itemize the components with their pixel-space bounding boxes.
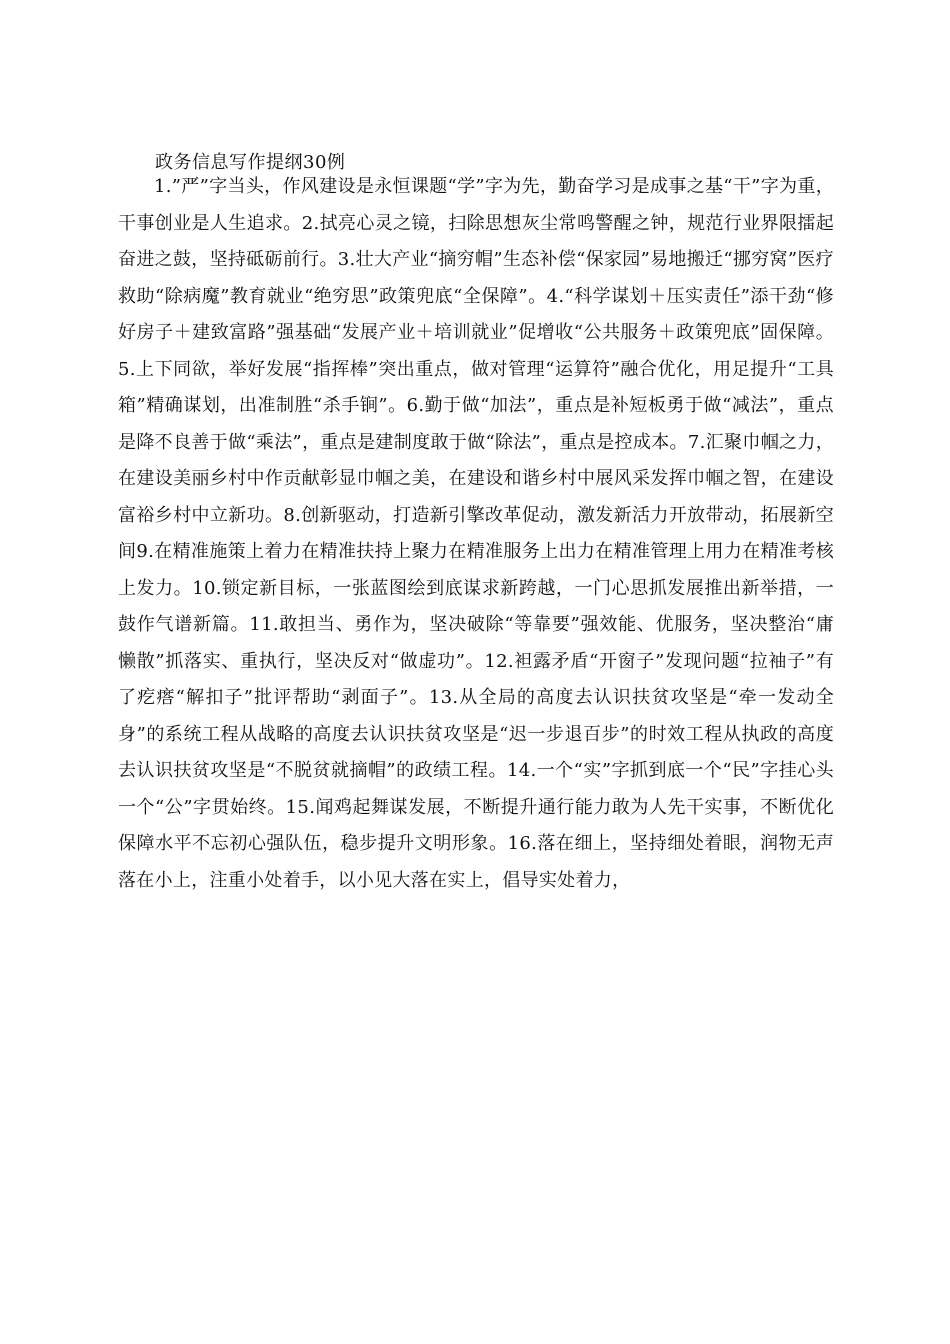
document-title: 政务信息写作提纲30例	[155, 152, 346, 173]
document-body-paragraph: 1.”严”字当头，作风建设是永恒课题“学”字为先，勤奋学习是成事之基“干”字为重，干事创业是人生追求。2.拭亮心灵之镜，扫除思想灰尘常鸣警醒之钟，规范行业界限擂起奋进之鼓，坚持砥砺前行。3.壮大产业“摘穷帽”生态补偿“保家园”易地搬迁“挪穷窝”医疗救助“除病魔”教育就业“绝穷思”政策兜底“全保障”。4.“科学谋划＋压实责任”添干劲“修好房子＋建致富路”强基础“发展产业＋培训就业”促增收“公共服务＋政策兜底”固保障。5.上下同欲，举好发展“指挥棒”突出重点，做对管理“运算符”融合优化，用足提升“工具箱”精确谋划，出准制胜“杀手锏”。6.勤于做“加法”，重点是补短板勇于做“减法”，重点是降不良善于做“乘法”，重点是建制度敢于做“除法”，重点是控成本。7.汇聚巾帼之力，在建设美丽乡村中作贡献彰显巾帼之美，在建设和谐乡村中展风采发挥巾帼之智，在建设富裕乡村中立新功。8.创新驱动，打造新引擎改革促动，激发新活力开放带动，拓展新空间9.在精准施策上着力在精准扶持上聚力在精准服务上出力在精准管理上用力在精准考核上发力。10.锁定新目标，一张蓝图绘到底谋求新跨越，一门心思抓发展推出新举措，一鼓作气谱新篇。11.敢担当、勇作为，坚决破除“等靠要”强效能、优服务，坚决整治“庸懒散”抓落实、重执行，坚决反对“做虚功”。12.袒露矛盾“开窗子”发现问题“拉袖子”有了疙瘩“解扣子”批评帮助“剥面子”。13.从全局的高度去认识扶贫攻坚是“牵一发动全身”的系统工程从战略的高度去认识扶贫攻坚是“迟一步退百步”的时效工程从执政的高度去认识扶贫攻坚是“不脱贫就摘帽”的政绩工程。14.一个“实”字抓到底一个“民”字挂心头一个“公”字贯始终。15.闻鸡起舞谋发展，不断提升通行能力敢为人先干实事，不断优化保障水平不忘初心强队伍，稳步提升文明形象。16.落在细上，坚持细处着眼，润物无声落在小上，注重小处着手，以小见大落在实上，倡导实处着力，	[118, 176, 834, 891]
